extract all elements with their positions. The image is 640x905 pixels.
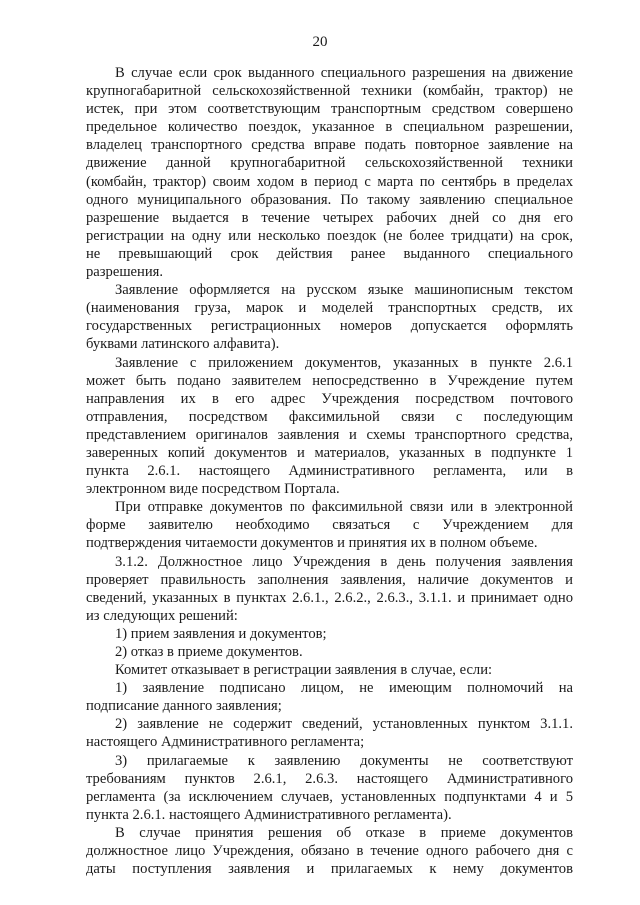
text-line: регламента (за исключением случаев, установленных подпунктами 4 и 5 bbox=[86, 788, 573, 805]
text-line: предельное количество поездок, указанное в специальном разрешении, bbox=[86, 119, 573, 136]
text-line: может быть подано заявителем непосредственно в Учреждение путем bbox=[86, 372, 573, 389]
text-line: 2) отказ в приеме документов. bbox=[115, 644, 303, 660]
text-line: пункта 2.6.1. настоящего Административного регламента, или в bbox=[86, 463, 573, 480]
text-line: из следующих решений: bbox=[86, 607, 238, 624]
paragraph bbox=[86, 64, 573, 281]
text-line: заверенных копий документов и материалов, указанных в подпункте 1 bbox=[86, 444, 573, 461]
text-line: (наименования груза, марок и моделей транспортных средств, их bbox=[86, 300, 573, 317]
text-line: В случае если срок выданного специального разрешения на движение bbox=[115, 65, 573, 81]
text-line: не превышающий срок действия ранее выданного специального bbox=[86, 245, 573, 262]
text-line: (комбайн, трактор) своим ходом в период с марта по сентябрь в пределах bbox=[86, 173, 573, 190]
text-line: владелец транспортного средства вправе подать повторное заявление на bbox=[86, 137, 573, 154]
text-line: пункта 2.6.1. настоящего Административного регламента). bbox=[86, 806, 452, 823]
text-line: представлением оригиналов заявления и схемы транспортного средства, bbox=[86, 426, 573, 443]
text-line: отправления, посредством факсимильной связи с последующим bbox=[86, 408, 573, 425]
text-line: разрешения. bbox=[86, 264, 164, 281]
paragraph bbox=[86, 715, 573, 751]
text-line: сведений, указанных в пунктах 2.6.1., 2.6.2., 2.6.3., 3.1.1. и принимает одно bbox=[86, 589, 573, 606]
paragraph bbox=[86, 643, 573, 661]
text-line: государственных регистрационных номеров допускается оформлять bbox=[86, 318, 573, 335]
text-line: подписание данного заявления; bbox=[86, 698, 282, 715]
paragraph bbox=[86, 661, 573, 679]
text-line: 1) прием заявления и документов; bbox=[115, 625, 327, 642]
text-line: В случае принятия решения об отказе в приеме документов bbox=[115, 824, 573, 841]
text-line: должностное лицо Учреждения, обязано в течение одного рабочего дня с bbox=[86, 843, 573, 860]
text-line: регистрации на одну или несколько поездок (не более тридцати) на срок, bbox=[86, 227, 573, 244]
text-line: 3.1.2. Должностное лицо Учреждения в день получения заявления bbox=[115, 553, 573, 570]
text-line: направления их в его адрес Учреждения посредством почтового bbox=[86, 390, 573, 407]
text-line: Заявление оформляется на русском языке машинописным текстом bbox=[115, 282, 573, 299]
text-line: буквами латинского алфавита). bbox=[86, 336, 280, 353]
document-body bbox=[86, 64, 573, 878]
paragraph bbox=[86, 679, 573, 715]
text-line: 3) прилагаемые к заявлению документы не соответствуют bbox=[115, 752, 573, 769]
paragraph bbox=[86, 752, 573, 824]
paragraph bbox=[86, 498, 573, 552]
text-line: движение данной крупногабаритной сельскохозяйственной техники bbox=[86, 155, 573, 172]
text-line: даты поступления заявления и прилагаемых к нему документов bbox=[86, 861, 573, 878]
text-line: разрешение выдается в течение четырех рабочих дней со дня его bbox=[86, 209, 573, 226]
text-line: При отправке документов по факсимильной связи или в электронной bbox=[115, 499, 573, 516]
text-line: настоящего Административного регламента; bbox=[86, 734, 365, 751]
paragraph bbox=[86, 824, 573, 878]
page-number: 20 bbox=[312, 34, 328, 50]
text-line: 1) заявление подписано лицом, не имеющим полномочий на bbox=[115, 680, 573, 697]
text-line: одного муниципального образования. По такому заявлению специальное bbox=[86, 191, 573, 208]
text-line: крупногабаритной сельскохозяйственной техники (комбайн, трактор) не bbox=[86, 83, 573, 100]
text-line: проверяет правильность заполнения заявления, наличие документов и bbox=[86, 571, 573, 588]
text-line: Комитет отказывает в регистрации заявления в случае, если: bbox=[115, 662, 493, 679]
text-line: электронном виде посредством Портала. bbox=[86, 481, 340, 498]
text-line: Заявление с приложением документов, указанных в пункте 2.6.1 bbox=[115, 354, 573, 371]
text-line: истек, при этом соответствующим транспортным средством совершено bbox=[86, 101, 573, 118]
paragraph bbox=[86, 281, 573, 353]
text-line: 2) заявление не содержит сведений, установленных пунктом 3.1.1. bbox=[115, 716, 573, 733]
text-line: форме заявителю необходимо связаться с Учреждением для bbox=[86, 517, 573, 534]
paragraph bbox=[86, 553, 573, 625]
paragraph bbox=[86, 625, 573, 643]
text-line: требованиям пунктов 2.6.1, 2.6.3. настоящего Административного bbox=[86, 770, 573, 787]
paragraph bbox=[86, 354, 573, 499]
text-line: подтверждения читаемости документов и принятия их в полном объеме. bbox=[86, 535, 538, 552]
